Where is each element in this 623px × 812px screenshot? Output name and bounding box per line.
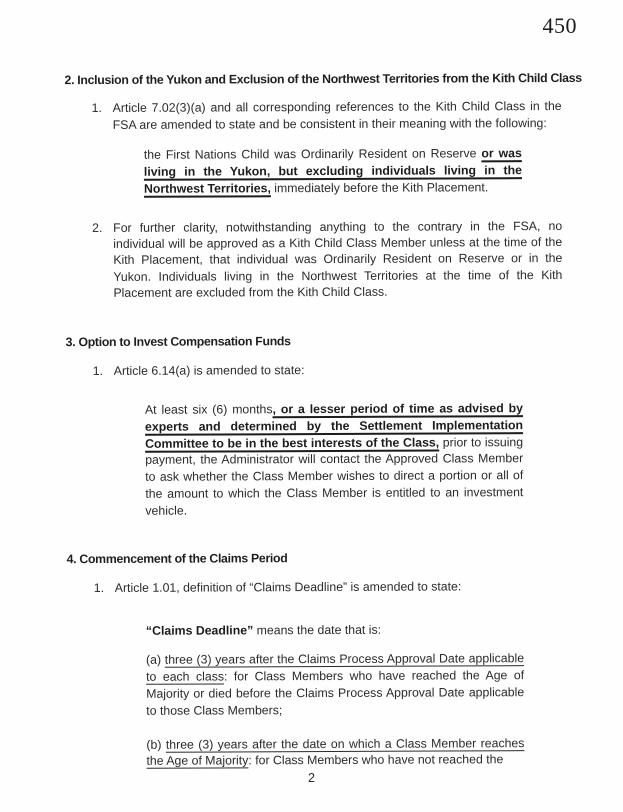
list-item-text: Article 7.02(3)(a) and all corresponding references to the Kith Child Class in the FSA are amended to state and be consistent in their meaning with the following: [112, 99, 562, 132]
section-heading-4: 4. Commencement of the Claims Period [66, 550, 288, 566]
quote-paragraph-s4-b [146, 735, 524, 770]
document-content [64, 70, 591, 770]
text-segment: At least six (6) months [144, 402, 273, 417]
list-item-text: For further clarity, notwithstanding anything to the contrary in the FSA, no individual will be approved as a Kith Child Class Member unless at the time of the Kith Placement, that individual was Ordinarily Resident on Reserve or in the Yukon. Individuals living in the Northwest Territories at the time of the Kith Placement are excluded from the Kith Child Class. [113, 218, 563, 301]
text-segment: the First Nations Child was Ordinarily Resident on Reserve [143, 146, 482, 162]
list-item-3-1 [93, 361, 563, 379]
text-segment: three (3) years after the date on which a Class Member reaches the Age of Majority [146, 735, 525, 769]
list-item-text: Article 6.14(a) is amended to state: [113, 362, 305, 378]
text-segment: means the date that is: [253, 622, 382, 638]
quote-paragraph-s3 [145, 400, 524, 519]
text-segment: : for Class Members who have reached the Age of Majority or died before the Claims Process Approval Date applicable to those Class Members; [146, 668, 525, 718]
text-segment: (b) [146, 737, 166, 752]
list-item-number: 2. [92, 220, 103, 235]
text-segment: immediately before the Kith Placement. [270, 180, 489, 196]
quote-intro-s4 [146, 621, 524, 639]
text-segment: , or a lesser period of time as advised by experts and determined by the Settlement Implementation Committee to be in the best interests of the Class, [144, 401, 524, 451]
list-item-number: 1. [92, 363, 104, 378]
text-segment: or was living in the Yukon, but excluding individuals living in the Northwest Territories, [143, 146, 522, 196]
stamp-page-number: 450 [542, 13, 577, 38]
text-segment: : for Class Members who have not reached the [248, 752, 504, 768]
section-heading-3: 3. Option to Invest Compensation Funds [65, 334, 291, 350]
text-segment: “Claims Deadline” [145, 623, 254, 638]
quote-paragraph-s4-a [146, 651, 524, 720]
list-item-number: 1. [91, 101, 102, 116]
text-segment: three (3) years after the Claims Process Approval Date applicable to each class [146, 651, 525, 685]
quote-paragraph-s2 [144, 145, 522, 198]
list-item-2-1 [92, 98, 562, 133]
section-heading-2: 2. Inclusion of the Yukon and Exclusion of the Northwest Territories from the Kith Child Class [64, 70, 582, 88]
list-item-number: 1. [93, 580, 105, 595]
list-item-4-1 [94, 578, 564, 596]
text-segment: (a) [146, 653, 165, 668]
text-segment: prior to issuing payment, the Administrator will contact the Approved Class Member to ask whether the Class Member wishes to direct a portion or all of the amount to which the Class Member is entitled to an investment vehicle. [145, 434, 524, 518]
list-item-2-2 [92, 218, 562, 302]
list-item-text: Article 1.01, definition of “Claims Deadline” is amended to state: [114, 579, 462, 595]
footer-page-number: 2 [308, 771, 315, 785]
